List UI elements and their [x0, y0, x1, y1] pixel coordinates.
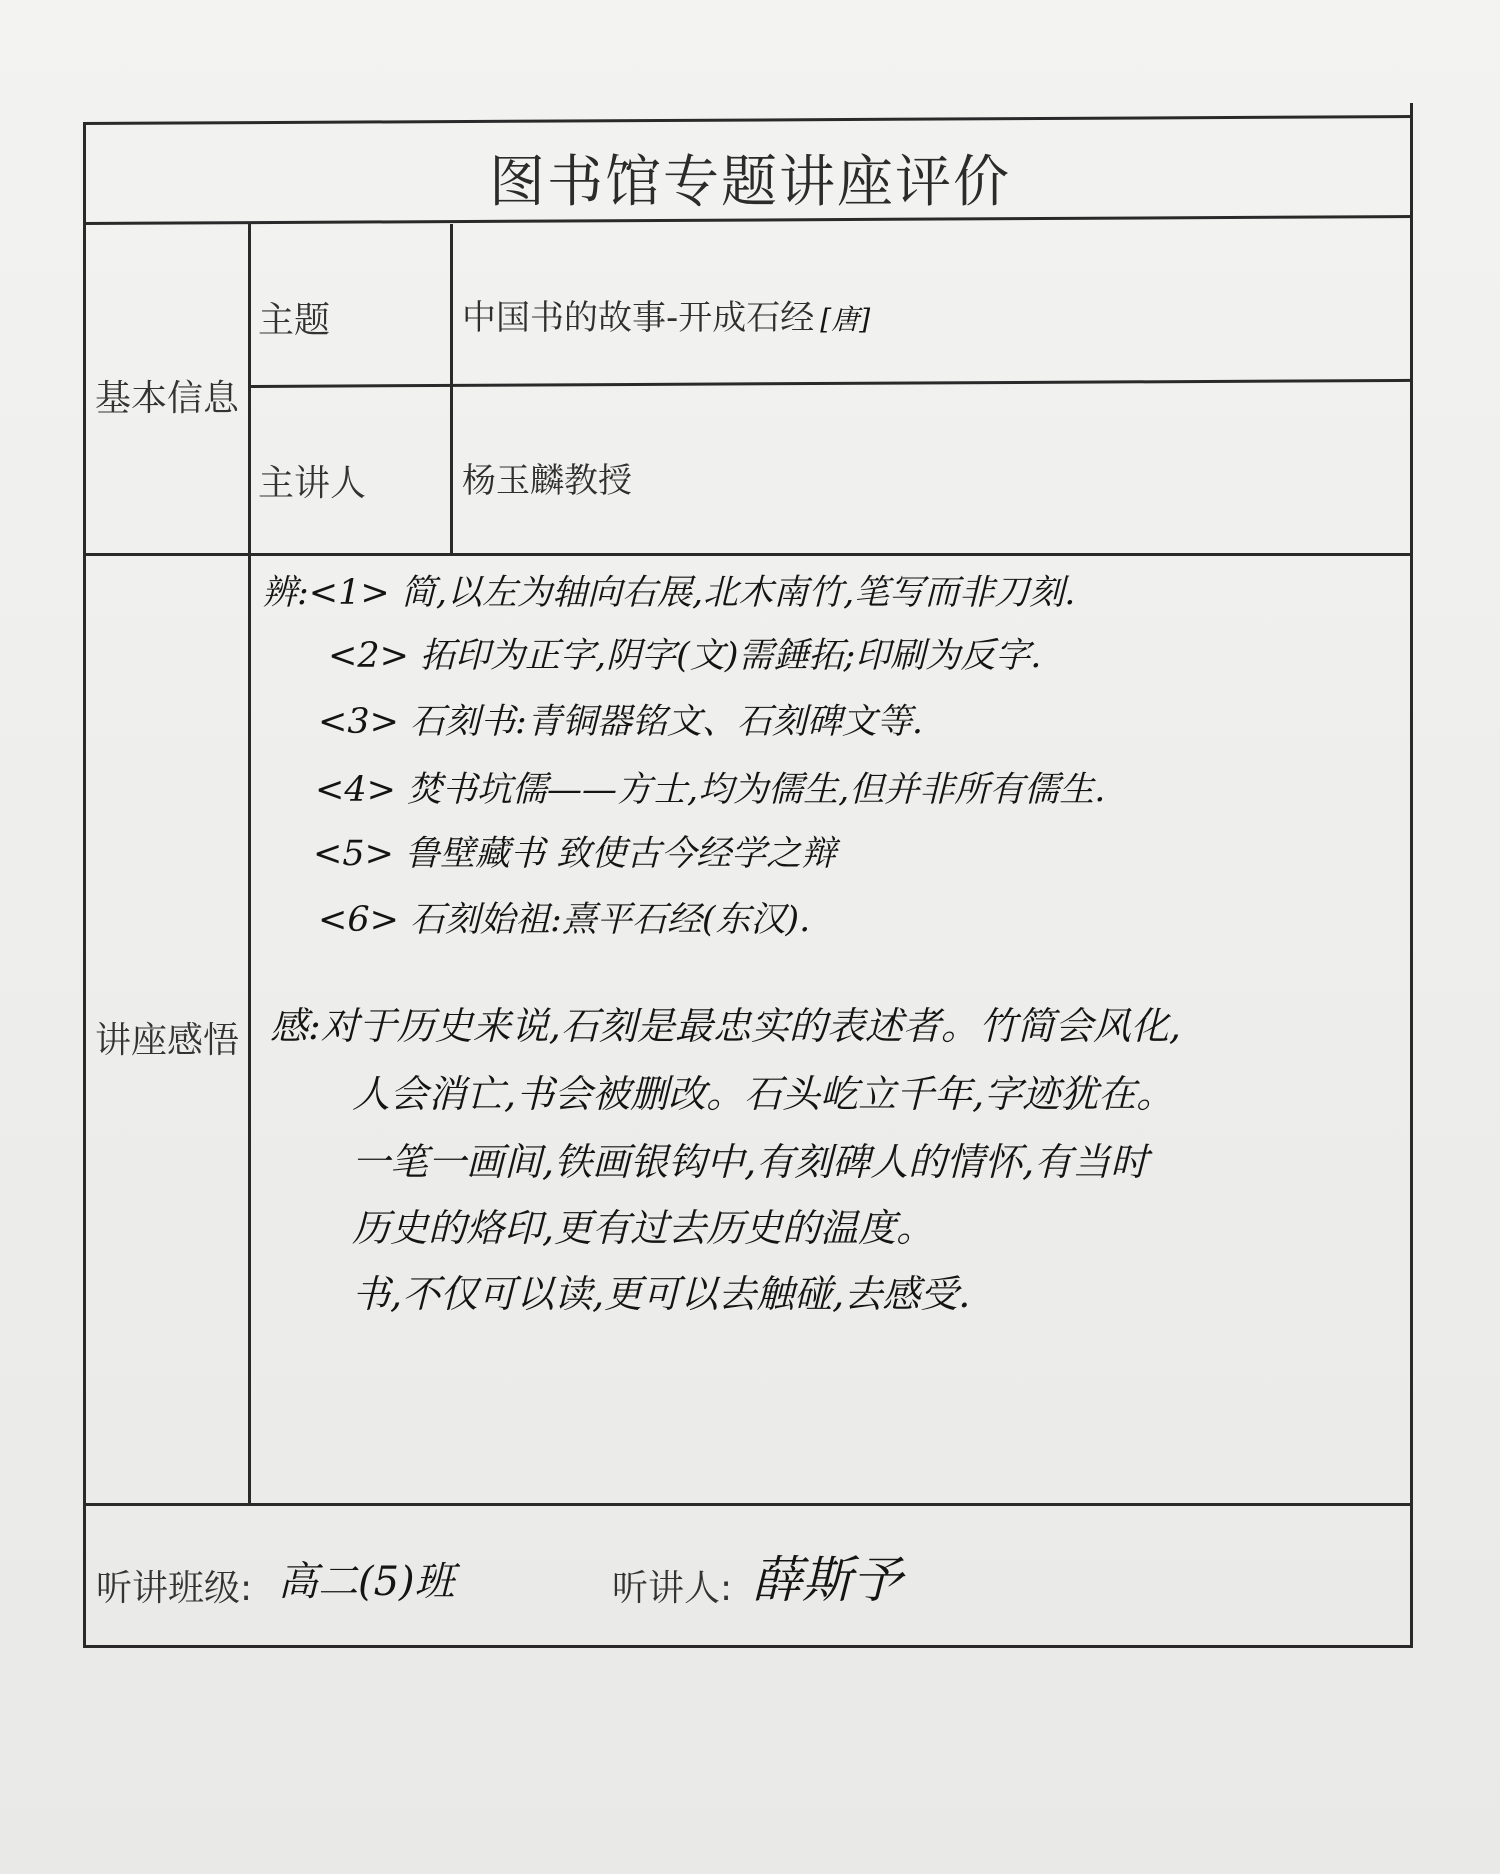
- reflection-line-3: 一笔一画间,铁画银钩中,有刻碑人的情怀,有当时: [352, 1140, 1149, 1184]
- topic-annotation: [唐]: [820, 303, 871, 336]
- section-basic-info-label: 基本信息: [95, 378, 240, 419]
- speaker-value: 杨玉麟教授: [462, 461, 632, 501]
- rule-under-basic-info: [86, 553, 1413, 556]
- note-line-6: <6> 石刻始祖:熹平石经(东汉).: [318, 900, 811, 940]
- speaker-label: 主讲人: [258, 463, 367, 504]
- note-line-5: <5> 鲁壁藏书 致使古今经学之辩: [313, 834, 837, 874]
- listener-signature: 薛斯予: [752, 1551, 902, 1609]
- reflection-line-5: 书,不仅可以读,更可以去触碰,去感受.: [352, 1272, 971, 1316]
- topic-value: [462, 290, 870, 339]
- topic-label: 主题: [258, 300, 331, 341]
- note-line-2: <2> 拓印为正字,阴字(文)需錘拓;印刷为反字.: [328, 636, 1042, 676]
- class-value: 高二(5)班: [278, 1559, 455, 1605]
- reflection-line-4: 历史的烙印,更有过去历史的温度。: [352, 1206, 935, 1250]
- rule-above-footer: [86, 1503, 1413, 1506]
- rule-under-topic: [248, 379, 1413, 388]
- reflection-line-2: 人会消亡,书会被删改。石头屹立千年,字迹犹在。: [352, 1072, 1175, 1116]
- note-line-4: <4> 焚书坑儒——方士,均为儒生,但并非所有儒生.: [315, 770, 1106, 810]
- rule-field-column: [450, 224, 453, 554]
- listener-label: 听讲人:: [612, 1568, 733, 1609]
- border-left: [83, 122, 86, 1648]
- class-label: 听讲班级:: [96, 1568, 253, 1609]
- note-line-1: 辨:<1> 简,以左为轴向右展,北木南竹,笔写而非刀刻.: [262, 573, 1076, 613]
- note-line-3: <3> 石刻书:青铜器铭文、石刻碑文等.: [318, 702, 923, 742]
- topic-text: 中国书的故事-开成石经: [462, 298, 815, 338]
- rule-section-column: [248, 224, 251, 1504]
- border-bottom: [86, 1645, 1413, 1648]
- section-reflection-label: 讲座感悟: [95, 1020, 240, 1061]
- border-right: [1410, 103, 1413, 1648]
- reflection-line-1: 感:对于历史来说,石刻是最忠实的表述者。竹简会风化,: [270, 1004, 1181, 1048]
- form-title: 图书馆专题讲座评价: [489, 150, 1011, 215]
- border-top: [83, 115, 1413, 125]
